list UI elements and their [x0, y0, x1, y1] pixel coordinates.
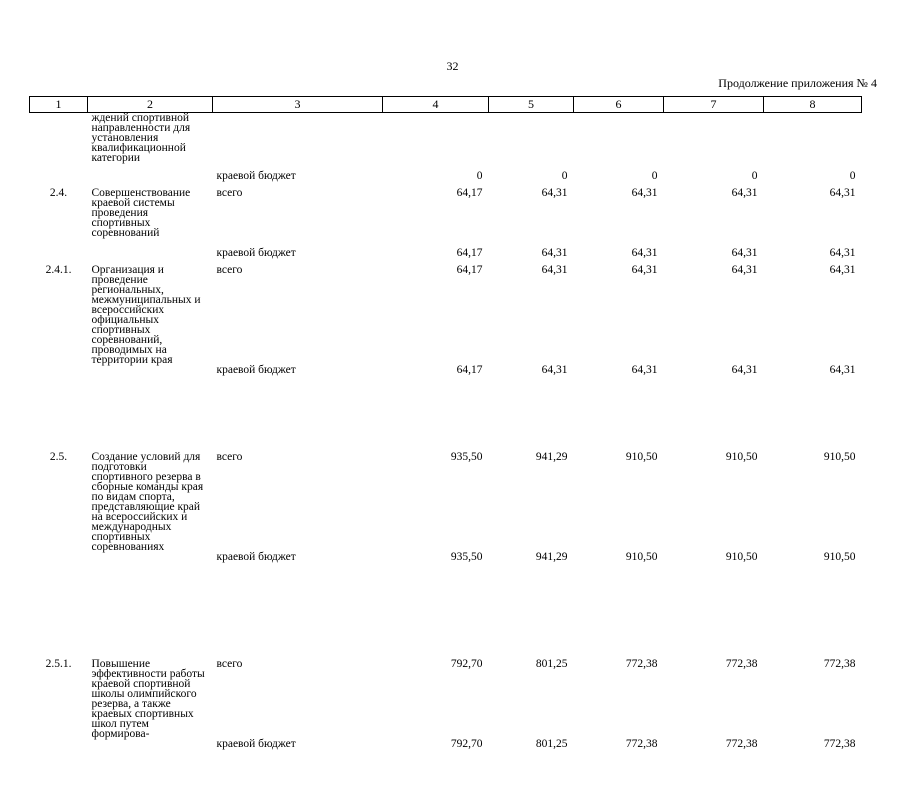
amount-cell: 64,31 [829, 263, 856, 276]
item-name: Повышение эффективности работы краевой спортивной школы олимпийского резерва, а также краевых спортивных школ путем формирова- [91, 657, 205, 740]
amount-cell: 64,17 [456, 263, 483, 276]
table-row [30, 171, 862, 188]
item-name [88, 171, 213, 188]
amount-cell: 772,38 [725, 737, 758, 750]
item-name [88, 365, 213, 452]
amount-cell: 792,70 [450, 737, 483, 750]
item-name: Создание условий для подготовки спортивного резерва в сборные команды края по видам спорта, представляющие край на всероссийских и международных спортивных соревнованиях [91, 450, 204, 553]
table-row [30, 552, 862, 659]
amount-cell: 772,38 [725, 657, 758, 670]
item-name [88, 739, 213, 799]
item-code [30, 365, 88, 452]
item-name [88, 248, 213, 265]
amount-cell [664, 113, 764, 171]
table-row [30, 265, 862, 365]
budget-table [29, 96, 862, 799]
column-header: 4 [383, 97, 489, 113]
amount-cell: 772,38 [625, 737, 658, 750]
table-row [30, 248, 862, 265]
amount-cell: 910,50 [725, 450, 758, 463]
funding-source: краевой бюджет [216, 169, 296, 182]
amount-cell: 801,25 [535, 737, 568, 750]
item-code [30, 171, 88, 188]
column-header: 8 [764, 97, 862, 113]
amount-cell: 64,31 [631, 363, 658, 376]
table-header-row [30, 97, 862, 113]
item-name: ждений спортивной направленности для установления квалификационной категории [91, 112, 191, 164]
item-name: Совершенствование краевой системы проведения спортивных соревнований [91, 186, 191, 239]
column-header: 1 [30, 97, 88, 113]
item-code [30, 552, 88, 659]
item-name [88, 552, 213, 659]
item-code [30, 739, 88, 799]
item-code: 2.5. [49, 450, 68, 463]
table-row [30, 113, 862, 171]
amount-cell [764, 113, 862, 171]
funding-source: краевой бюджет [216, 246, 296, 259]
amount-cell: 0 [751, 169, 758, 182]
amount-cell: 64,31 [631, 263, 658, 276]
column-header: 2 [88, 97, 213, 113]
amount-cell: 64,31 [829, 186, 856, 199]
amount-cell: 792,70 [450, 657, 483, 670]
amount-cell: 64,31 [541, 363, 568, 376]
column-header: 7 [664, 97, 764, 113]
amount-cell: 64,31 [541, 263, 568, 276]
amount-cell: 910,50 [625, 550, 658, 563]
table-row [30, 188, 862, 248]
item-code [30, 113, 88, 171]
funding-source [213, 113, 383, 171]
column-header: 5 [489, 97, 574, 113]
amount-cell: 64,31 [731, 186, 758, 199]
amount-cell: 64,17 [456, 363, 483, 376]
table-row [30, 452, 862, 552]
amount-cell [574, 113, 664, 171]
amount-cell: 910,50 [725, 550, 758, 563]
item-code [30, 248, 88, 265]
column-header: 6 [574, 97, 664, 113]
amount-cell: 64,31 [731, 246, 758, 259]
amount-cell: 910,50 [625, 450, 658, 463]
amount-cell: 772,38 [625, 657, 658, 670]
amount-cell: 941,29 [535, 550, 568, 563]
amount-cell: 772,38 [823, 737, 856, 750]
amount-cell: 64,31 [829, 363, 856, 376]
amount-cell: 64,17 [456, 186, 483, 199]
amount-cell [383, 113, 489, 171]
item-name: Организация и проведение региональных, межмуниципальных и всероссийских официальных спортивных соревнований, проводимых на территории края [91, 263, 201, 366]
amount-cell: 64,31 [541, 246, 568, 259]
amount-cell: 772,38 [823, 657, 856, 670]
column-header: 3 [213, 97, 383, 113]
amount-cell: 0 [561, 169, 568, 182]
funding-source: краевой бюджет [216, 363, 296, 376]
amount-cell: 64,17 [456, 246, 483, 259]
amount-cell: 64,31 [731, 263, 758, 276]
funding-source: всего [216, 450, 243, 463]
item-code: 2.4. [49, 186, 68, 199]
amount-cell: 64,31 [541, 186, 568, 199]
amount-cell: 64,31 [731, 363, 758, 376]
page-number: 32 [446, 59, 459, 73]
amount-cell: 941,29 [535, 450, 568, 463]
amount-cell: 910,50 [823, 550, 856, 563]
amount-cell: 64,31 [829, 246, 856, 259]
funding-source: краевой бюджет [216, 737, 296, 750]
amount-cell: 64,31 [631, 246, 658, 259]
funding-source: краевой бюджет [216, 550, 296, 563]
item-code: 2.5.1. [45, 657, 72, 670]
funding-source: всего [216, 186, 243, 199]
table-row [30, 659, 862, 739]
funding-source: всего [216, 263, 243, 276]
table-row [30, 365, 862, 452]
amount-cell: 801,25 [535, 657, 568, 670]
amount-cell [489, 113, 574, 171]
funding-source: всего [216, 657, 243, 670]
amount-cell: 910,50 [823, 450, 856, 463]
amount-cell: 64,31 [631, 186, 658, 199]
table-row [30, 739, 862, 799]
amount-cell: 0 [476, 169, 483, 182]
appendix-caption: Продолжение приложения № 4 [718, 76, 877, 90]
amount-cell: 0 [849, 169, 856, 182]
amount-cell: 0 [651, 169, 658, 182]
item-code: 2.4.1. [45, 263, 72, 276]
amount-cell: 935,50 [450, 450, 483, 463]
amount-cell: 935,50 [450, 550, 483, 563]
